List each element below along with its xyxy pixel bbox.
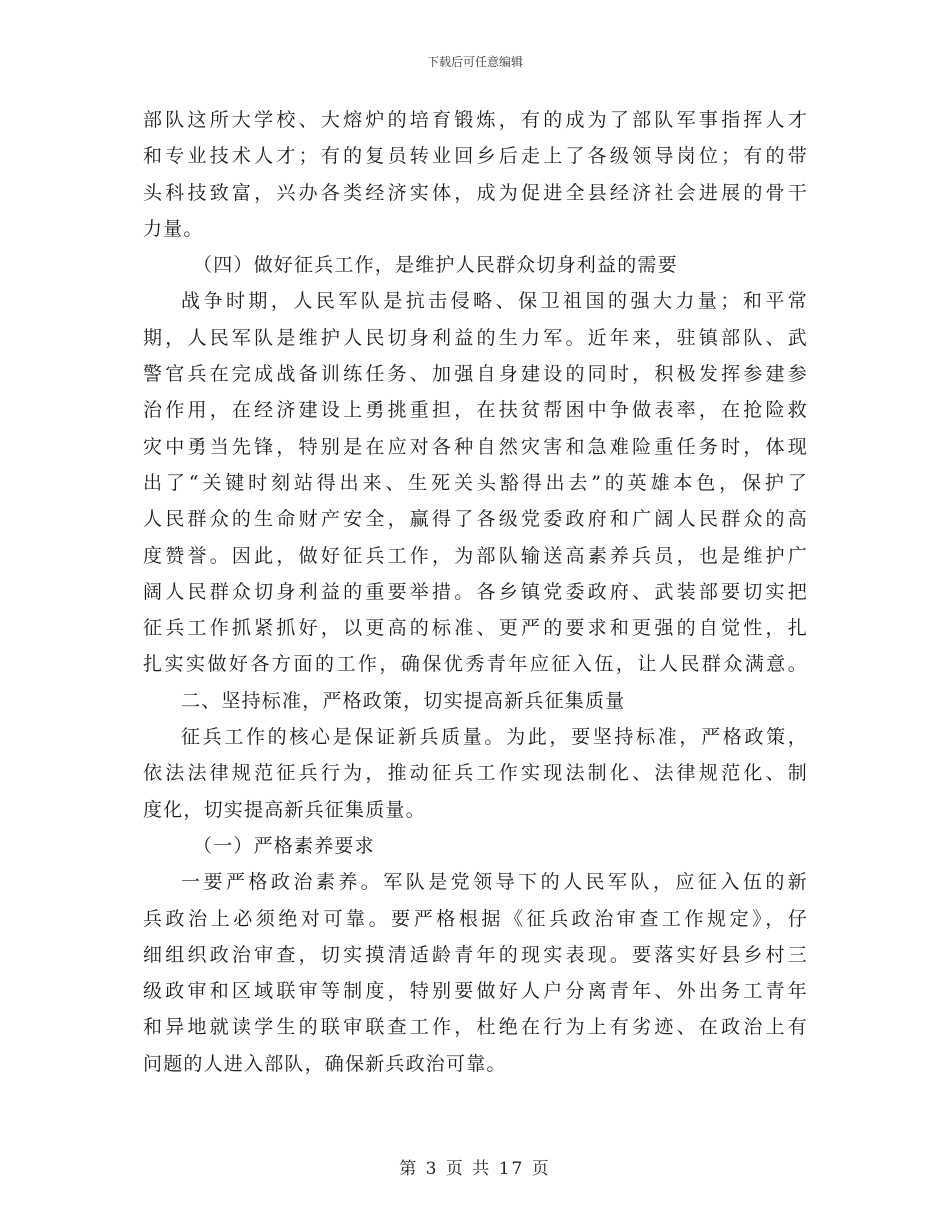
text-line: 人民群众的生命财产安全，赢得了各级党委政府和广阔人民群众的高 (143, 508, 808, 531)
text-line: 征兵工作抓紧抓好，以更高的标准、更严的要求和更强的自觉性，扎 (143, 617, 808, 640)
section-heading: （一）严格素养要求 (193, 834, 375, 857)
text-line: 和异地就读学生的联审联查工作，杜绝在行为上有劣迹、在政治上有 (143, 1016, 808, 1039)
page-number: 第 3 页 共 17 页 (399, 1159, 551, 1179)
text-line: 战争时期，人民军队是抗击侵略、保卫祖国的强大力量；和平常 (181, 290, 808, 313)
text-line: 灾中勇当先锋，特别是在应对各种自然灾害和急难险重任务时，体现 (143, 435, 808, 458)
section-heading: （四）做好征兵工作，是维护人民群众切身利益的需要 (193, 254, 678, 277)
text-line: 治作用，在经济建设上勇挑重担，在扶贫帮困中争做表率，在抢险救 (143, 399, 808, 422)
text-line: 一要严格政治素养。军队是党领导下的人民军队，应征入伍的新 (181, 871, 808, 894)
text-line: 征兵工作的核心是保证新兵质量。为此，要坚持标准，严格政策， (181, 726, 808, 749)
text-line: 力量。 (143, 217, 204, 240)
text-line: 和专业技术人才；有的复员转业回乡后走上了各级领导岗位；有的带 (143, 145, 808, 168)
text-line: 部队这所大学校、大熔炉的培育锻炼，有的成为了部队军事指挥人才 (143, 109, 808, 131)
text-line: 阔人民群众切身利益的重要举措。各乡镇党委政府、武装部要切实把 (143, 580, 808, 603)
text-line: 细组织政治审查，切实摸清适龄青年的现实表现。要落实好县乡村三 (143, 943, 808, 966)
text-line: 兵政治上必须绝对可靠。要严格根据《征兵政治审查工作规定》，仔 (143, 907, 808, 930)
text-line: 问题的人进入部队，确保新兵政治可靠。 (143, 1052, 507, 1075)
text-line: 度化，切实提高新兵征集质量。 (143, 798, 426, 821)
text-line: 依法法律规范征兵行为，推动征兵工作实现法制化、法律规范化、制 (143, 762, 808, 785)
text-line: 期，人民军队是维护人民切身利益的生力军。近年来，驻镇部队、武 (143, 326, 808, 349)
document-body (143, 102, 808, 1082)
text-line: 度赞誉。因此，做好征兵工作，为部队输送高素养兵员，也是维护广 (143, 544, 808, 567)
text-line: 级政审和区域联审等制度，特别要做好人户分离青年、外出务工青年 (143, 980, 808, 1003)
text-line: 出了“关键时刻站得出来、生死关头豁得出去”的英雄本色，保护了 (143, 471, 808, 494)
text-line: 扎实实做好各方面的工作，确保优秀青年应征入伍，让人民群众满意。 (143, 653, 808, 676)
text-line: 头科技致富，兴办各类经济实体，成为促进全县经济社会进展的骨干 (143, 181, 808, 204)
page-header: 下载后可任意编辑 (426, 55, 523, 69)
section-heading: 二、坚持标准，严格政策，切实提高新兵征集质量 (181, 689, 626, 712)
text-line: 警官兵在完成战备训练任务、加强自身建设的同时，积极发挥参建参 (143, 363, 808, 386)
